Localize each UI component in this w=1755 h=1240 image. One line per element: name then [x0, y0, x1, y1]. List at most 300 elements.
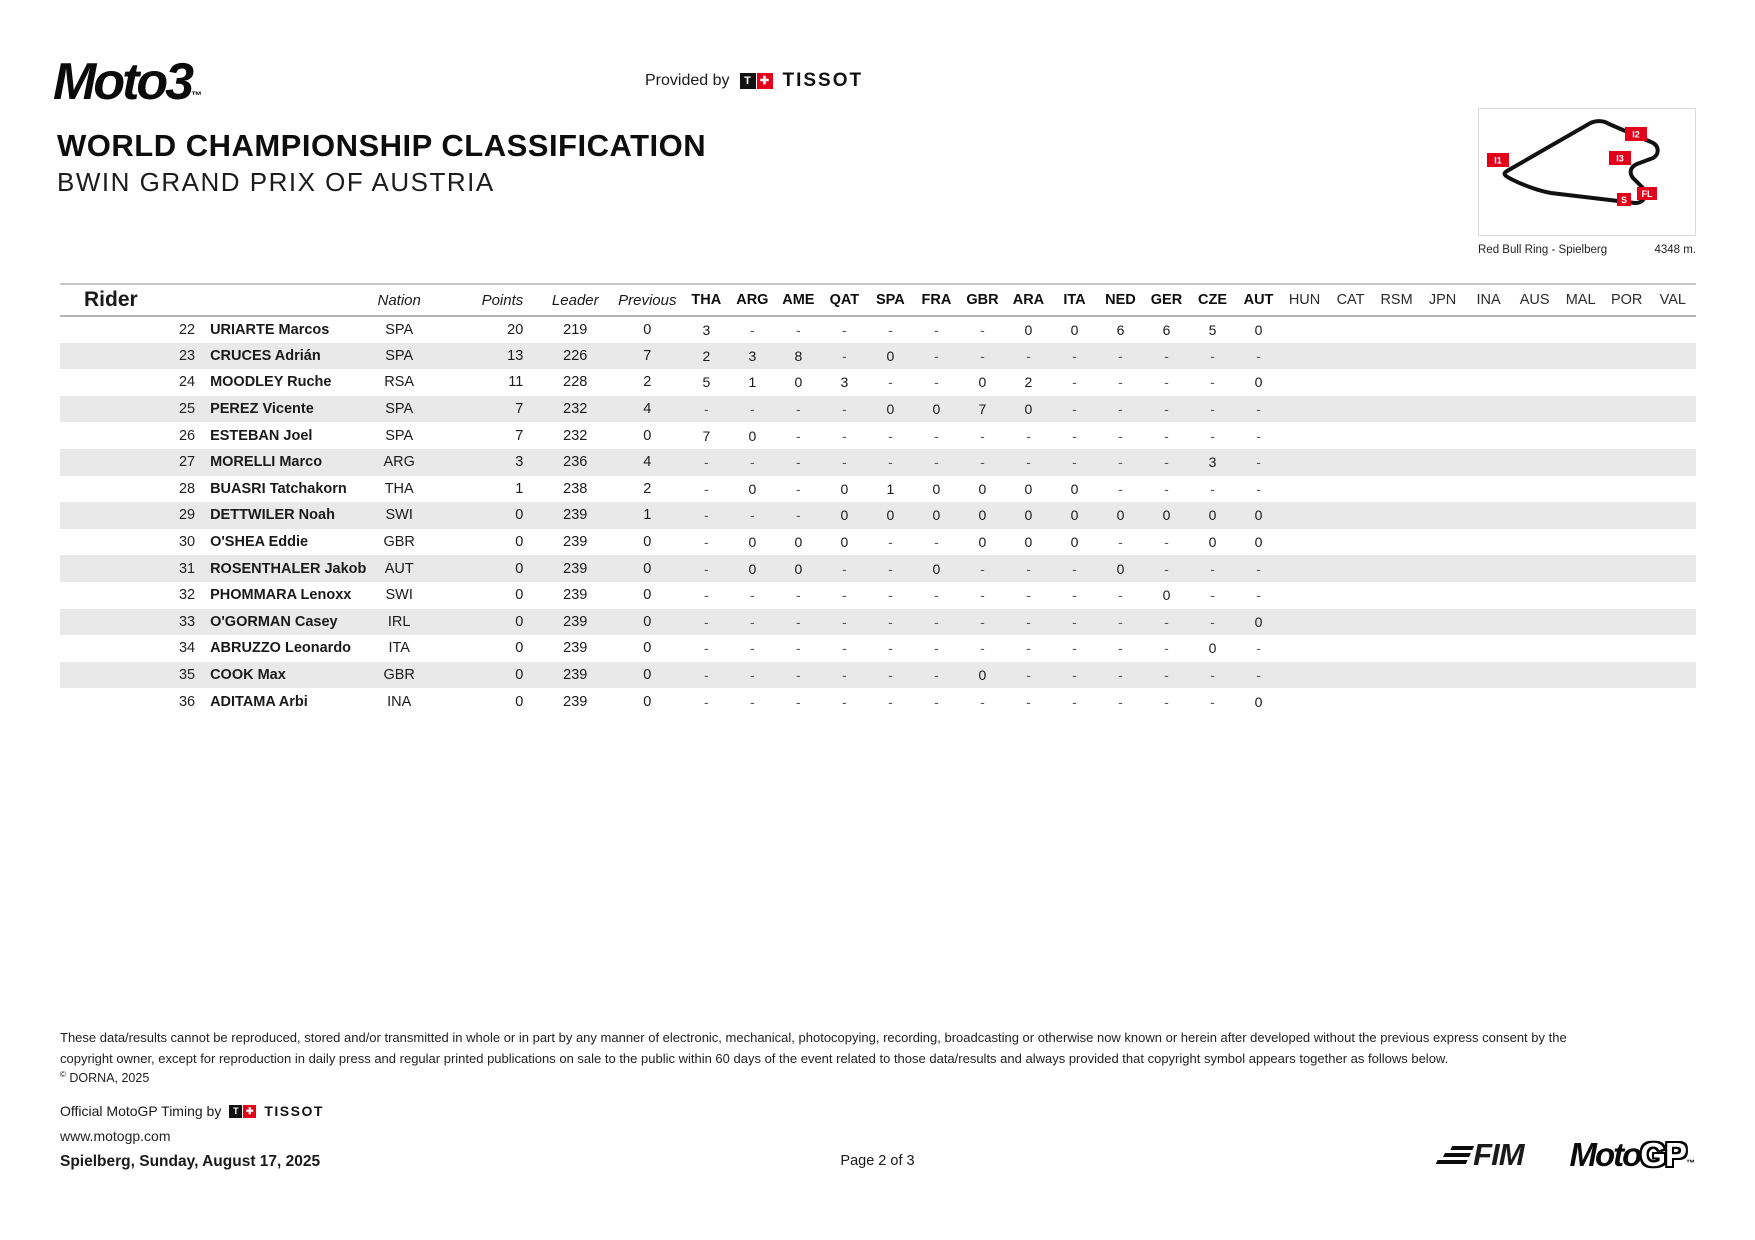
race-result: - [934, 587, 939, 604]
race-result: - [934, 321, 939, 338]
table-row [60, 476, 1696, 503]
race-result-empty [1512, 316, 1558, 343]
gap-to-previous: 0 [643, 667, 652, 684]
race-result: - [980, 321, 985, 338]
race-result: - [934, 613, 939, 630]
race-result: 0 [1070, 507, 1079, 524]
race-result-empty [1374, 688, 1420, 715]
rider-points: 0 [515, 534, 524, 551]
page-title: WORLD CHAMPIONSHIP CLASSIFICATION [57, 128, 707, 163]
race-result: - [934, 534, 939, 551]
race-result: - [796, 587, 801, 604]
race-result: - [1072, 560, 1077, 577]
svg-text:I2: I2 [1632, 129, 1640, 140]
race-result: 0 [932, 507, 941, 524]
gap-to-previous: 0 [643, 613, 652, 630]
race-result-empty [1604, 476, 1650, 503]
race-result: - [1118, 534, 1123, 551]
race-result-empty [1420, 422, 1466, 449]
race-result: - [842, 587, 847, 604]
race-result: - [1164, 480, 1169, 497]
rider-name: PHOMMARA Lenoxx [210, 587, 352, 604]
race-result: - [1164, 427, 1169, 444]
race-result-empty [1328, 396, 1374, 423]
race-result: - [842, 640, 847, 657]
race-result-empty [1558, 343, 1604, 370]
rider-points: 7 [515, 427, 524, 444]
race-result-empty [1650, 609, 1696, 636]
race-result-empty [1374, 529, 1420, 556]
race-result: 0 [794, 374, 803, 391]
rider-points: 0 [515, 507, 524, 524]
track-marker-i3 [1609, 151, 1631, 165]
track-outline-icon [1479, 109, 1695, 235]
table-row [60, 422, 1696, 449]
race-result: - [750, 321, 755, 338]
race-result-empty [1512, 555, 1558, 582]
col-header-race-por: POR [1604, 284, 1650, 316]
race-result: - [1210, 613, 1215, 630]
race-result: - [1026, 347, 1031, 364]
tissot-wordmark: TISSOT [782, 70, 864, 91]
race-result-empty [1374, 476, 1420, 503]
track-marker-speed [1617, 193, 1631, 206]
race-result: - [934, 374, 939, 391]
race-result: - [1072, 427, 1077, 444]
race-result: - [888, 427, 893, 444]
rider-points: 0 [515, 613, 524, 630]
tissot-wordmark-small: TISSOT [264, 1103, 324, 1119]
race-result: - [1118, 693, 1123, 710]
race-result-empty [1558, 635, 1604, 662]
race-result: - [1072, 667, 1077, 684]
race-result: - [1118, 613, 1123, 630]
col-header-race-val: VAL [1650, 284, 1696, 316]
rider-points: 13 [507, 347, 524, 364]
race-result-empty [1328, 476, 1374, 503]
gap-to-leader: 232 [563, 401, 588, 418]
rider-name: CRUCES Adrián [210, 347, 321, 364]
race-result: - [888, 374, 893, 391]
race-result: - [1026, 454, 1031, 471]
official-timing [60, 1103, 324, 1119]
race-result-empty [1282, 502, 1328, 529]
col-header-race-jpn: JPN [1420, 284, 1466, 316]
race-result-empty [1466, 422, 1512, 449]
provided-by [645, 70, 863, 92]
col-header-rider: Rider [60, 284, 344, 316]
race-result-empty [1328, 609, 1374, 636]
race-result: - [704, 613, 709, 630]
race-result: 7 [978, 401, 987, 418]
race-result-empty [1604, 343, 1650, 370]
rider-name: DETTWILER Noah [210, 507, 335, 524]
rider-nation: IRL [387, 613, 411, 630]
svg-text:I1: I1 [1494, 155, 1502, 166]
race-result: - [888, 613, 893, 630]
rider-nation: SPA [385, 401, 414, 418]
race-result: 0 [1208, 640, 1217, 657]
race-result-empty [1328, 688, 1374, 715]
rider-nation: ITA [388, 640, 410, 657]
race-result: - [1026, 427, 1031, 444]
race-result: - [1256, 480, 1261, 497]
table-row [60, 662, 1696, 689]
race-result: 0 [1070, 480, 1079, 497]
race-result: - [934, 640, 939, 657]
race-result-empty [1374, 343, 1420, 370]
race-result: - [750, 401, 755, 418]
gap-to-leader: 239 [563, 534, 588, 551]
race-result-empty [1650, 369, 1696, 396]
svg-text:FL: FL [1641, 189, 1653, 199]
race-result: 0 [1254, 321, 1263, 338]
race-result: - [980, 454, 985, 471]
table-row [60, 635, 1696, 662]
race-result: 0 [1024, 401, 1033, 418]
race-result-empty [1282, 422, 1328, 449]
race-result: - [1210, 480, 1215, 497]
col-header-previous: Previous [611, 284, 683, 316]
race-result: - [796, 321, 801, 338]
col-header-points: Points [454, 284, 539, 316]
race-result: 3 [702, 321, 711, 338]
race-result: - [704, 693, 709, 710]
col-header-race-ara: ARA [1005, 284, 1051, 316]
race-result: - [796, 480, 801, 497]
race-result: - [1026, 587, 1031, 604]
race-result: 1 [886, 480, 895, 497]
col-header-nation: Nation [344, 284, 454, 316]
race-result-empty [1420, 502, 1466, 529]
race-result-empty [1328, 343, 1374, 370]
race-result-empty [1374, 555, 1420, 582]
race-result: - [1210, 427, 1215, 444]
race-result: - [980, 427, 985, 444]
race-result-empty [1512, 476, 1558, 503]
col-header-race-fra: FRA [913, 284, 959, 316]
gap-to-previous: 4 [643, 454, 652, 471]
race-result-empty [1466, 316, 1512, 343]
race-result: - [1164, 347, 1169, 364]
gap-to-previous: 0 [643, 587, 652, 604]
rider-points: 0 [515, 667, 524, 684]
race-result-empty [1420, 449, 1466, 476]
race-result-empty [1420, 369, 1466, 396]
rider-points: 0 [515, 587, 524, 604]
race-result: - [1072, 374, 1077, 391]
rider-position: 35 [178, 667, 196, 684]
race-result: - [1256, 401, 1261, 418]
race-result: 0 [1070, 321, 1079, 338]
race-result-empty [1328, 635, 1374, 662]
race-result-empty [1558, 396, 1604, 423]
svg-text:I3: I3 [1616, 153, 1624, 164]
race-result: - [704, 454, 709, 471]
gap-to-leader: 239 [563, 587, 588, 604]
race-result-empty [1604, 688, 1650, 715]
rider-nation: AUT [384, 560, 414, 577]
race-result-empty [1558, 476, 1604, 503]
race-result: - [1256, 667, 1261, 684]
race-result-empty [1466, 582, 1512, 609]
race-result: - [1118, 454, 1123, 471]
race-result: 0 [1254, 374, 1263, 391]
race-result: - [796, 693, 801, 710]
race-result-empty [1328, 369, 1374, 396]
race-result-empty [1604, 635, 1650, 662]
table-row [60, 555, 1696, 582]
race-result: 0 [978, 507, 987, 524]
fim-speed-lines-icon [1436, 1146, 1474, 1164]
race-result-empty [1512, 635, 1558, 662]
race-result: - [1118, 640, 1123, 657]
rider-position: 29 [178, 507, 196, 524]
race-result: - [980, 613, 985, 630]
race-result: - [750, 454, 755, 471]
race-result: - [1164, 534, 1169, 551]
event-subtitle: BWIN GRAND PRIX OF AUSTRIA [57, 167, 495, 197]
race-result-empty [1374, 316, 1420, 343]
track-length: 4348 m. [1654, 244, 1696, 256]
gap-to-leader: 236 [563, 454, 588, 471]
race-result: 8 [794, 347, 803, 364]
race-result: - [1164, 401, 1169, 418]
race-result-empty [1558, 555, 1604, 582]
table-row [60, 609, 1696, 636]
race-result: 5 [702, 374, 711, 391]
rider-name: BUASRI Tatchakorn [210, 480, 347, 497]
col-header-race-aus: AUS [1512, 284, 1558, 316]
race-result: - [888, 534, 893, 551]
race-result: 0 [1254, 693, 1263, 710]
race-result: - [1164, 560, 1169, 577]
race-result: - [1072, 401, 1077, 418]
race-result: - [934, 347, 939, 364]
race-result: - [796, 427, 801, 444]
race-result: 0 [1254, 507, 1263, 524]
table-row [60, 343, 1696, 370]
gap-to-leader: 219 [563, 321, 588, 338]
race-result: 0 [978, 667, 987, 684]
rider-points: 0 [515, 560, 524, 577]
race-result: 2 [1024, 374, 1033, 391]
table-row [60, 396, 1696, 423]
col-header-race-arg: ARG [729, 284, 775, 316]
race-result: 0 [840, 534, 849, 551]
rider-nation: GBR [383, 534, 415, 551]
rider-nation: SPA [385, 321, 414, 338]
race-result: - [934, 454, 939, 471]
rider-nation: ARG [383, 454, 415, 471]
race-result: 3 [748, 347, 757, 364]
race-result-empty [1558, 529, 1604, 556]
race-result: - [1026, 560, 1031, 577]
race-result-empty [1282, 369, 1328, 396]
col-header-race-ita: ITA [1051, 284, 1097, 316]
rider-name: ESTEBAN Joel [210, 427, 313, 444]
rider-points: 1 [515, 480, 524, 497]
race-result-empty [1650, 688, 1696, 715]
timing-label: Official MotoGP Timing by [60, 1103, 222, 1119]
race-result: - [1164, 374, 1169, 391]
rider-position: 26 [178, 427, 196, 444]
table-row [60, 502, 1696, 529]
tissot-logo-icon-small: T ✚ [229, 1105, 256, 1118]
race-result: - [704, 560, 709, 577]
race-result-empty [1328, 555, 1374, 582]
race-result-empty [1558, 422, 1604, 449]
race-result: - [750, 693, 755, 710]
col-header-race-hun: HUN [1282, 284, 1328, 316]
race-result: - [750, 640, 755, 657]
race-result: - [750, 587, 755, 604]
race-result: - [980, 347, 985, 364]
rider-position: 30 [178, 534, 196, 551]
race-result: - [980, 560, 985, 577]
race-result: - [980, 640, 985, 657]
race-result: 0 [794, 560, 803, 577]
race-result: - [842, 321, 847, 338]
race-result: - [704, 640, 709, 657]
rider-position: 34 [178, 640, 196, 657]
race-result-empty [1420, 582, 1466, 609]
race-result-empty [1512, 582, 1558, 609]
race-result: - [888, 640, 893, 657]
race-result-empty [1374, 582, 1420, 609]
race-result: 0 [1024, 534, 1033, 551]
race-result: - [888, 587, 893, 604]
race-result-empty [1420, 555, 1466, 582]
race-result-empty [1650, 422, 1696, 449]
race-result-empty [1328, 422, 1374, 449]
rider-nation: INA [387, 693, 412, 710]
rider-position: 22 [178, 321, 196, 338]
race-result: 0 [1208, 507, 1217, 524]
race-result-empty [1420, 662, 1466, 689]
rider-name: PEREZ Vicente [210, 401, 314, 418]
table-row [60, 449, 1696, 476]
col-header-race-cze: CZE [1190, 284, 1236, 316]
rider-name: ADITAMA Arbi [210, 693, 308, 710]
race-result: - [842, 347, 847, 364]
race-result-empty [1466, 343, 1512, 370]
race-result-empty [1374, 449, 1420, 476]
race-result-empty [1650, 316, 1696, 343]
classification-table [60, 283, 1696, 715]
race-result: - [1072, 613, 1077, 630]
fim-logo: FIM [1440, 1137, 1523, 1173]
track-map [1478, 108, 1696, 236]
race-result: 0 [1024, 507, 1033, 524]
race-result: 0 [1070, 534, 1079, 551]
race-result-empty [1282, 529, 1328, 556]
race-result-empty [1282, 582, 1328, 609]
race-result-empty [1558, 369, 1604, 396]
legal-disclaimer [60, 1028, 1670, 1070]
race-result-empty [1512, 529, 1558, 556]
race-result-empty [1466, 449, 1512, 476]
race-result-empty [1466, 476, 1512, 503]
race-result: 0 [886, 347, 895, 364]
race-result: 0 [748, 480, 757, 497]
page-number: Page 2 of 3 [840, 1153, 915, 1169]
race-result-empty [1466, 555, 1512, 582]
rider-position: 25 [178, 401, 196, 418]
race-result-empty [1512, 662, 1558, 689]
bottom-logos [1440, 1136, 1693, 1174]
rider-points: 7 [515, 401, 524, 418]
race-result: - [842, 427, 847, 444]
race-result: 0 [932, 480, 941, 497]
svg-text:S: S [1620, 195, 1628, 205]
disclaimer-line-1: These data/results cannot be reproduced, stored and/or transmitted in whole or in part by any manner of electronic, mechanical, photocopying, recording, broadcasting or otherwise now known or herein after developed without the previous express consent by the [60, 1030, 1567, 1045]
gap-to-leader: 239 [563, 560, 588, 577]
race-result: - [1026, 693, 1031, 710]
race-result: 0 [1254, 534, 1263, 551]
race-result-empty [1650, 582, 1696, 609]
race-result: - [934, 667, 939, 684]
track-marker-i2 [1625, 127, 1647, 141]
rider-name: O'SHEA Eddie [210, 534, 309, 551]
race-result-empty [1466, 369, 1512, 396]
col-header-race-qat: QAT [821, 284, 867, 316]
race-result: - [704, 667, 709, 684]
race-result: 0 [748, 427, 757, 444]
race-result: - [1118, 587, 1123, 604]
race-result-empty [1650, 449, 1696, 476]
race-result: - [1210, 401, 1215, 418]
race-result: - [934, 693, 939, 710]
race-result: 6 [1116, 321, 1125, 338]
rider-name: ROSENTHALER Jakob [210, 560, 367, 577]
race-result: - [888, 560, 893, 577]
race-result-empty [1650, 343, 1696, 370]
race-result: - [704, 507, 709, 524]
gap-to-previous: 4 [643, 401, 652, 418]
race-result-empty [1374, 396, 1420, 423]
rider-name: MORELLI Marco [210, 454, 323, 471]
race-result: 0 [886, 507, 895, 524]
race-result-empty [1282, 476, 1328, 503]
race-result: - [1026, 640, 1031, 657]
gap-to-leader: 226 [563, 347, 588, 364]
col-header-race-spa: SPA [867, 284, 913, 316]
race-result: 0 [794, 534, 803, 551]
race-result: 3 [1208, 454, 1217, 471]
race-result: - [1164, 454, 1169, 471]
rider-nation: SWI [385, 587, 413, 604]
rider-position: 28 [178, 480, 196, 497]
race-result: 0 [840, 480, 849, 497]
race-result: - [1210, 560, 1215, 577]
col-header-race-ina: INA [1466, 284, 1512, 316]
race-result: 0 [1024, 321, 1033, 338]
race-result: 7 [702, 427, 711, 444]
race-result: 0 [748, 534, 757, 551]
motogp-logo: MotoGP™ [1569, 1136, 1693, 1173]
race-result: - [1118, 480, 1123, 497]
race-result-empty [1650, 555, 1696, 582]
rider-position: 24 [178, 374, 196, 391]
race-result: - [1256, 454, 1261, 471]
race-result-empty [1650, 502, 1696, 529]
disclaimer-line-2: copyright owner, except for reproduction in daily press and regular printed publications on sale to the public within 60 days of the event related to those data/results and always provided that copyright symbol appears together as follows below. [60, 1050, 1449, 1066]
race-result-empty [1558, 316, 1604, 343]
race-result: 0 [748, 560, 757, 577]
col-header-leader: Leader [539, 284, 611, 316]
race-result-empty [1558, 449, 1604, 476]
